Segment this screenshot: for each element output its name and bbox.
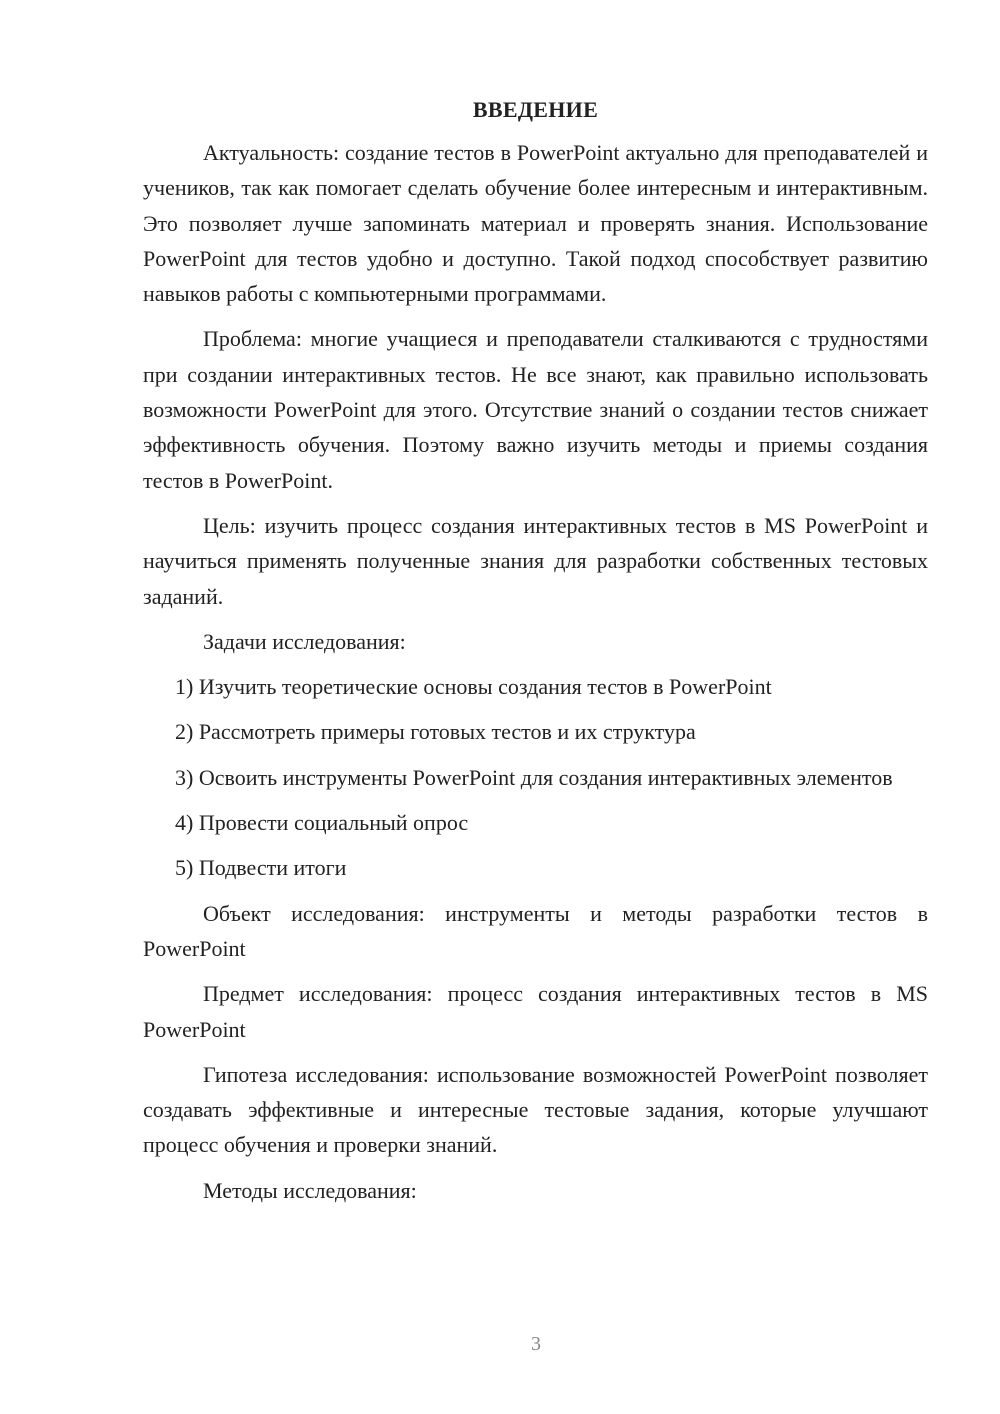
paragraph-tasks-heading: Задачи исследования:: [203, 628, 406, 654]
document-page: [143, 95, 928, 1218]
paragraph-methods: Методы исследования:: [203, 1177, 417, 1203]
paragraph-subject: Предмет исследования: процесс создания интерактивных тестов в MS PowerPoint: [143, 981, 928, 1042]
task-item-2: 2) Рассмотреть примеры готовых тестов и их структура: [175, 719, 696, 745]
paragraph-goal: Цель: изучить процесс создания интерактивных тестов в MS PowerPoint и научиться применять полученные знания для разработки собственных тестовых заданий.: [143, 512, 928, 609]
paragraph-object: Объект исследования: инструменты и методы разработки тестов в PowerPoint: [143, 900, 928, 961]
task-item-3: 3) Освоить инструменты PowerPoint для создания интерактивных элементов: [175, 764, 893, 790]
page-number: 3: [531, 1333, 541, 1355]
paragraph-hypothesis: Гипотеза исследования: использование возможностей PowerPoint позволяет создавать эффективные и интересные тестовые задания, которые улучшают процесс обучения и проверки знаний.: [143, 1061, 928, 1158]
task-item-4: 4) Провести социальный опрос: [175, 810, 469, 836]
paragraph-problem: Проблема: многие учащиеся и преподаватели сталкиваются с трудностями при создании интерактивных тестов. Не все знают, как правильно использовать возможности PowerPoint для этого. Отсутствие знаний о создании тестов снижает эффективность обучения. Поэтому важно изучить методы и приемы создания тестов в PowerPoint.: [143, 326, 928, 493]
section-title: ВВЕДЕНИЕ: [472, 97, 599, 122]
paragraph-relevance: Актуальность: создание тестов в PowerPoint актуально для преподавателей и учеников, так как помогает сделать обучение более интересным и интерактивным. Это позволяет лучше запоминать материал и проверять знания. Использование PowerPoint для тестов удобно и доступно. Такой подход способствует развитию навыков работы с компьютерными программами.: [143, 140, 928, 307]
task-item-1: 1) Изучить теоретические основы создания тестов в PowerPoint: [175, 674, 772, 700]
task-item-5: 5) Подвести итоги: [175, 855, 347, 881]
